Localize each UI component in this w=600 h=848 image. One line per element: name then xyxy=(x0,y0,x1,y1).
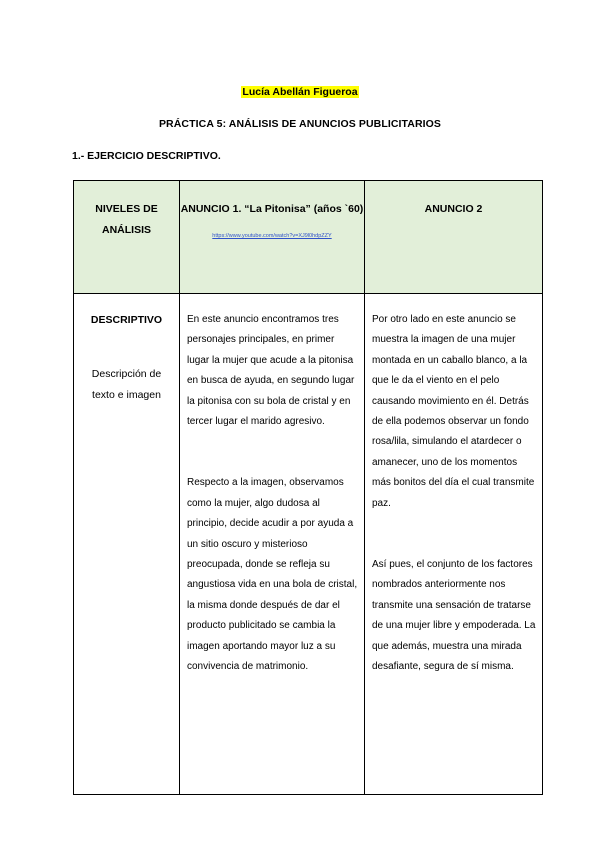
ad2-paragraph-1: Por otro lado en este anuncio se muestra la imagen de una mujer montada en un caballo blanco, a la que le da el viento en el pelo causando movimiento en él. Detrás de ella podemos observar un fondo rosa/lila, simulando el atardecer o amanecer, uno de los momentos más bonitos del día el cual transmite paz. xyxy=(372,314,535,509)
header-ad2-label: ANUNCIO 2 xyxy=(424,203,483,215)
table-header-row xyxy=(74,181,543,294)
header-cell-ad2 xyxy=(365,181,543,294)
ad1-paragraph-2: Respecto a la imagen, observamos como la mujer, algo dudosa al principio, decide acudir a por ayuda a un sitio oscuro y misterioso preocupada, donde se refleja su angustiosa vida en una bola de cristal, la misma donde después de dar el producto publicitado se cambia la imagen aportando mayor luz a su convivencia de matrimonio. xyxy=(187,477,358,673)
header-ad1-label: ANUNCIO 1. “La Pitonisa” (años `60) xyxy=(180,203,364,215)
table-row-descriptive xyxy=(74,294,543,795)
ad2-paragraph-2: Así pues, el conjunto de los factores nombrados anteriormente nos transmite una sensación de tratarse de una mujer libre y empoderada. La que además, muestra una mirada desafiante, segura de sí misma. xyxy=(372,559,536,673)
section-heading: 1.- EJERCICIO DESCRIPTIVO. xyxy=(72,150,221,162)
header-cell-ad1 xyxy=(180,181,365,294)
ad1-video-link[interactable]: https://www.youtube.com/watch?v=XJ9l0hdpZZY xyxy=(212,233,332,239)
header-levels-label: NIVELES DE ANÁLISIS xyxy=(95,203,158,236)
ad1-paragraph-1: En este anuncio encontramos tres personajes principales, en primer lugar la mujer que acude a la pitonisa en busca de ayuda, en segundo lugar la pitonisa con su bola de cristal y en tercer lugar el marido agresivo. xyxy=(187,314,355,428)
level-label-description: Descripción de texto e imagen xyxy=(91,368,162,401)
author-name xyxy=(0,86,600,98)
analysis-table xyxy=(73,180,543,795)
author-name-text: Lucía Abellán Figueroa xyxy=(242,86,358,98)
cell-ad1-description xyxy=(180,294,365,795)
header-cell-levels xyxy=(74,181,180,294)
cell-level-label xyxy=(74,294,180,795)
cell-ad2-description xyxy=(365,294,543,795)
level-label-descriptive: DESCRIPTIVO xyxy=(90,314,163,326)
document-title: PRÁCTICA 5: ANÁLISIS DE ANUNCIOS PUBLICITARIOS xyxy=(158,118,442,130)
